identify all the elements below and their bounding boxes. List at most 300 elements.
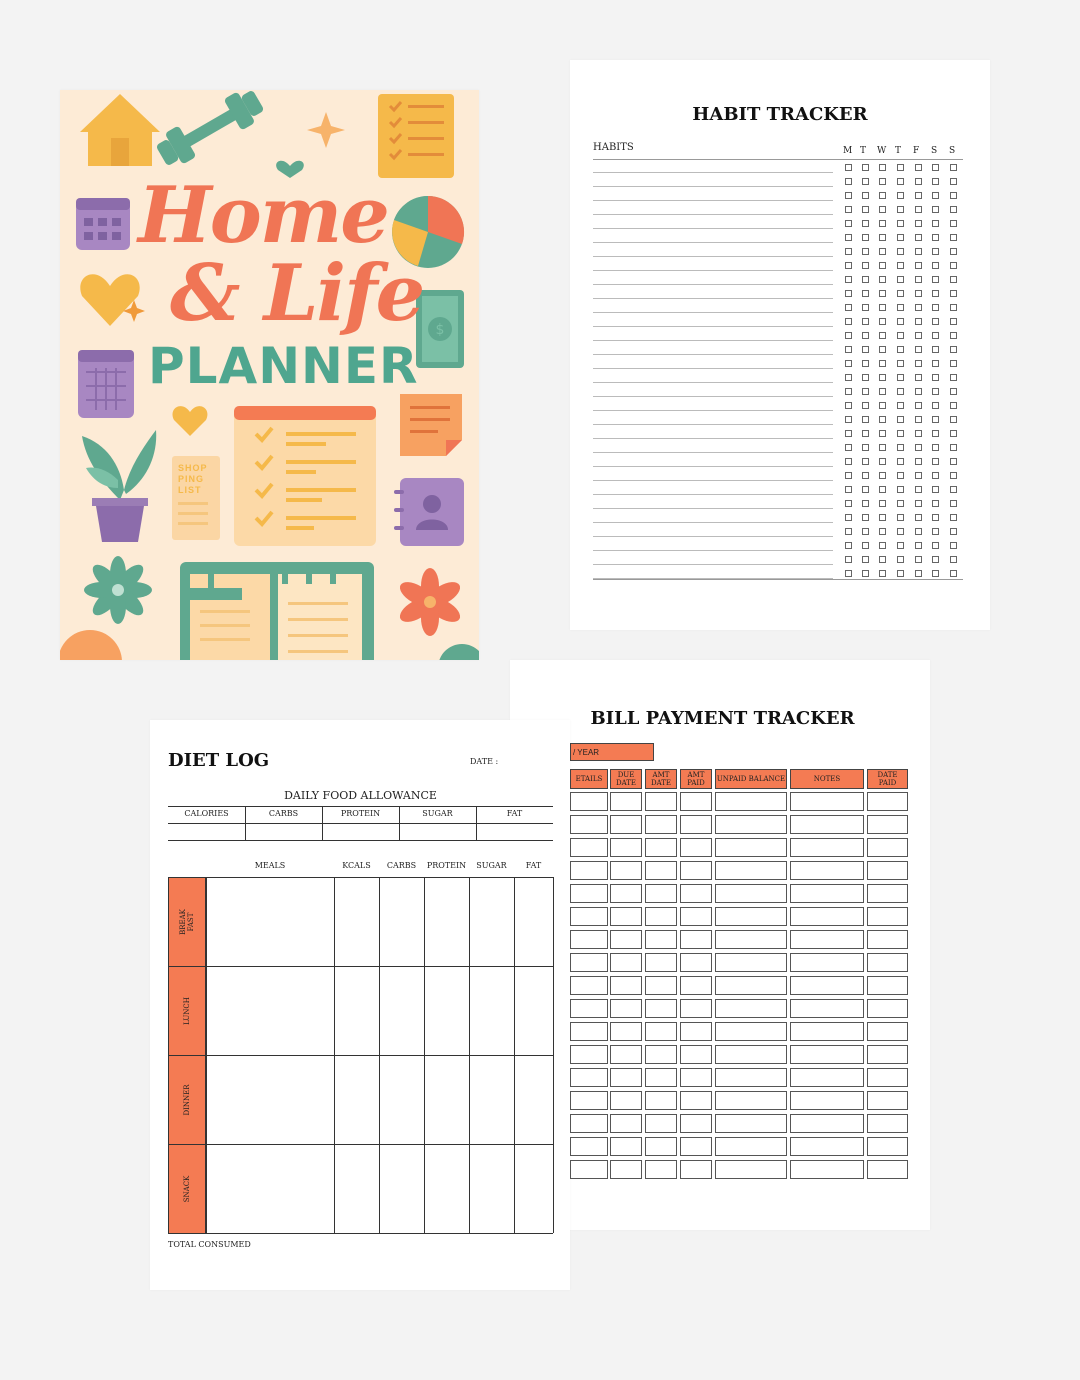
bill-cell[interactable] <box>867 861 908 880</box>
bill-cell[interactable] <box>790 953 864 972</box>
habit-checkbox[interactable] <box>862 360 869 367</box>
bill-cell[interactable] <box>570 1091 608 1110</box>
habit-checkbox[interactable] <box>862 388 869 395</box>
habit-checkbox[interactable] <box>862 374 869 381</box>
bill-cell[interactable] <box>867 815 908 834</box>
habit-checkbox[interactable] <box>915 360 922 367</box>
habit-checkbox[interactable] <box>950 262 957 269</box>
habit-checkbox[interactable] <box>950 290 957 297</box>
bill-cell[interactable] <box>680 815 712 834</box>
bill-cell[interactable] <box>790 861 864 880</box>
habit-checkbox[interactable] <box>932 178 939 185</box>
bill-cell[interactable] <box>715 815 787 834</box>
habit-checkbox[interactable] <box>897 402 904 409</box>
bill-cell[interactable] <box>680 1091 712 1110</box>
bill-cell[interactable] <box>570 907 608 926</box>
habit-checkbox[interactable] <box>862 458 869 465</box>
bill-cell[interactable] <box>610 861 642 880</box>
bill-cell[interactable] <box>645 1114 677 1133</box>
habit-checkbox[interactable] <box>932 402 939 409</box>
habit-checkbox[interactable] <box>915 528 922 535</box>
habit-checkbox[interactable] <box>845 388 852 395</box>
habit-checkbox[interactable] <box>897 388 904 395</box>
habit-checkbox[interactable] <box>950 416 957 423</box>
habit-checkbox[interactable] <box>862 332 869 339</box>
habit-checkbox[interactable] <box>862 542 869 549</box>
habit-checkbox[interactable] <box>932 318 939 325</box>
habit-checkbox[interactable] <box>950 430 957 437</box>
habit-checkbox[interactable] <box>879 206 886 213</box>
habit-checkbox[interactable] <box>879 360 886 367</box>
habit-checkbox[interactable] <box>862 570 869 577</box>
bill-cell[interactable] <box>867 884 908 903</box>
habit-checkbox[interactable] <box>845 458 852 465</box>
habit-checkbox[interactable] <box>845 332 852 339</box>
habit-checkbox[interactable] <box>879 416 886 423</box>
bill-cell[interactable] <box>570 838 608 857</box>
bill-cell[interactable] <box>867 930 908 949</box>
habit-checkbox[interactable] <box>950 500 957 507</box>
habit-checkbox[interactable] <box>879 290 886 297</box>
habit-checkbox[interactable] <box>897 570 904 577</box>
bill-cell[interactable] <box>645 1045 677 1064</box>
habit-checkbox[interactable] <box>845 402 852 409</box>
bill-cell[interactable] <box>610 953 642 972</box>
habit-checkbox[interactable] <box>879 402 886 409</box>
habit-checkbox[interactable] <box>950 234 957 241</box>
bill-cell[interactable] <box>570 953 608 972</box>
habit-checkbox[interactable] <box>879 444 886 451</box>
bill-cell[interactable] <box>680 1068 712 1087</box>
habit-checkbox[interactable] <box>897 528 904 535</box>
habit-checkbox[interactable] <box>950 472 957 479</box>
habit-checkbox[interactable] <box>897 276 904 283</box>
bill-cell[interactable] <box>680 930 712 949</box>
habit-row-line[interactable] <box>593 242 833 243</box>
habit-checkbox[interactable] <box>897 374 904 381</box>
bill-cell[interactable] <box>715 1137 787 1156</box>
habit-row-line[interactable] <box>593 410 833 411</box>
habit-checkbox[interactable] <box>950 346 957 353</box>
habit-checkbox[interactable] <box>862 178 869 185</box>
bill-cell[interactable] <box>570 1160 608 1179</box>
habit-checkbox[interactable] <box>950 444 957 451</box>
habit-row-line[interactable] <box>593 424 833 425</box>
habit-checkbox[interactable] <box>915 164 922 171</box>
allowance-value-field[interactable] <box>399 824 476 839</box>
allowance-value-field[interactable] <box>476 824 553 839</box>
habit-checkbox[interactable] <box>862 430 869 437</box>
habit-checkbox[interactable] <box>932 290 939 297</box>
habit-checkbox[interactable] <box>845 542 852 549</box>
habit-checkbox[interactable] <box>879 570 886 577</box>
habit-checkbox[interactable] <box>932 262 939 269</box>
habit-row-line[interactable] <box>593 340 833 341</box>
habit-row-line[interactable] <box>593 354 833 355</box>
bill-cell[interactable] <box>610 838 642 857</box>
bill-cell[interactable] <box>715 976 787 995</box>
habit-checkbox[interactable] <box>845 290 852 297</box>
habit-checkbox[interactable] <box>950 248 957 255</box>
habit-checkbox[interactable] <box>915 388 922 395</box>
habit-row-line[interactable] <box>593 326 833 327</box>
bill-cell[interactable] <box>867 999 908 1018</box>
habit-checkbox[interactable] <box>915 248 922 255</box>
habit-checkbox[interactable] <box>897 248 904 255</box>
habit-checkbox[interactable] <box>879 304 886 311</box>
habit-checkbox[interactable] <box>932 206 939 213</box>
habit-checkbox[interactable] <box>932 164 939 171</box>
bill-cell[interactable] <box>867 838 908 857</box>
month-year-field[interactable]: / YEAR <box>570 743 654 761</box>
habit-checkbox[interactable] <box>915 570 922 577</box>
habit-checkbox[interactable] <box>932 192 939 199</box>
bill-cell[interactable] <box>570 976 608 995</box>
habit-checkbox[interactable] <box>897 206 904 213</box>
habit-checkbox[interactable] <box>862 164 869 171</box>
habit-checkbox[interactable] <box>915 178 922 185</box>
bill-cell[interactable] <box>610 1068 642 1087</box>
bill-cell[interactable] <box>610 1137 642 1156</box>
bill-cell[interactable] <box>610 930 642 949</box>
habit-checkbox[interactable] <box>862 318 869 325</box>
bill-cell[interactable] <box>645 976 677 995</box>
bill-cell[interactable] <box>570 1068 608 1087</box>
bill-cell[interactable] <box>790 1068 864 1087</box>
habit-checkbox[interactable] <box>879 332 886 339</box>
bill-cell[interactable] <box>715 861 787 880</box>
habit-checkbox[interactable] <box>845 248 852 255</box>
habit-checkbox[interactable] <box>950 458 957 465</box>
habit-checkbox[interactable] <box>897 542 904 549</box>
habit-row-line[interactable] <box>593 508 833 509</box>
habit-checkbox[interactable] <box>950 570 957 577</box>
bill-cell[interactable] <box>610 1114 642 1133</box>
habit-checkbox[interactable] <box>879 542 886 549</box>
bill-cell[interactable] <box>715 907 787 926</box>
habit-checkbox[interactable] <box>879 486 886 493</box>
habit-checkbox[interactable] <box>879 472 886 479</box>
habit-checkbox[interactable] <box>950 556 957 563</box>
bill-cell[interactable] <box>715 1068 787 1087</box>
habit-checkbox[interactable] <box>915 444 922 451</box>
bill-cell[interactable] <box>645 999 677 1018</box>
habit-row-line[interactable] <box>593 452 833 453</box>
habit-checkbox[interactable] <box>932 276 939 283</box>
bill-cell[interactable] <box>610 792 642 811</box>
bill-cell[interactable] <box>645 907 677 926</box>
bill-cell[interactable] <box>867 1091 908 1110</box>
habit-checkbox[interactable] <box>915 542 922 549</box>
habit-checkbox[interactable] <box>862 276 869 283</box>
habit-row-line[interactable] <box>593 564 833 565</box>
habit-checkbox[interactable] <box>897 178 904 185</box>
habit-checkbox[interactable] <box>950 276 957 283</box>
habit-checkbox[interactable] <box>845 178 852 185</box>
bill-cell[interactable] <box>610 1160 642 1179</box>
bill-cell[interactable] <box>715 1091 787 1110</box>
habit-checkbox[interactable] <box>897 514 904 521</box>
bill-cell[interactable] <box>790 884 864 903</box>
habit-row-line[interactable] <box>593 312 833 313</box>
bill-cell[interactable] <box>570 792 608 811</box>
habit-checkbox[interactable] <box>862 402 869 409</box>
bill-cell[interactable] <box>867 1137 908 1156</box>
bill-cell[interactable] <box>867 976 908 995</box>
habit-checkbox[interactable] <box>915 374 922 381</box>
habit-checkbox[interactable] <box>845 500 852 507</box>
habit-checkbox[interactable] <box>879 388 886 395</box>
habit-checkbox[interactable] <box>932 542 939 549</box>
bill-cell[interactable] <box>680 1137 712 1156</box>
habit-checkbox[interactable] <box>879 262 886 269</box>
habit-checkbox[interactable] <box>932 220 939 227</box>
bill-cell[interactable] <box>680 999 712 1018</box>
habit-checkbox[interactable] <box>932 514 939 521</box>
habit-checkbox[interactable] <box>879 248 886 255</box>
bill-cell[interactable] <box>645 861 677 880</box>
habit-checkbox[interactable] <box>845 472 852 479</box>
bill-cell[interactable] <box>610 815 642 834</box>
habit-checkbox[interactable] <box>845 164 852 171</box>
bill-cell[interactable] <box>680 1022 712 1041</box>
bill-cell[interactable] <box>715 792 787 811</box>
habit-checkbox[interactable] <box>915 192 922 199</box>
habit-checkbox[interactable] <box>862 556 869 563</box>
habit-checkbox[interactable] <box>915 220 922 227</box>
bill-cell[interactable] <box>570 1022 608 1041</box>
habit-checkbox[interactable] <box>862 304 869 311</box>
bill-cell[interactable] <box>790 930 864 949</box>
bill-cell[interactable] <box>610 1045 642 1064</box>
habit-checkbox[interactable] <box>915 402 922 409</box>
habit-checkbox[interactable] <box>862 248 869 255</box>
habit-checkbox[interactable] <box>845 192 852 199</box>
habit-checkbox[interactable] <box>915 290 922 297</box>
bill-cell[interactable] <box>645 838 677 857</box>
habit-checkbox[interactable] <box>932 500 939 507</box>
bill-cell[interactable] <box>680 907 712 926</box>
bill-cell[interactable] <box>867 1160 908 1179</box>
habit-checkbox[interactable] <box>845 556 852 563</box>
bill-cell[interactable] <box>867 953 908 972</box>
habit-checkbox[interactable] <box>897 220 904 227</box>
habit-checkbox[interactable] <box>862 486 869 493</box>
habit-checkbox[interactable] <box>950 514 957 521</box>
bill-cell[interactable] <box>790 815 864 834</box>
bill-cell[interactable] <box>790 838 864 857</box>
habit-checkbox[interactable] <box>845 444 852 451</box>
habit-checkbox[interactable] <box>845 206 852 213</box>
bill-cell[interactable] <box>680 953 712 972</box>
bill-cell[interactable] <box>790 1022 864 1041</box>
bill-cell[interactable] <box>570 884 608 903</box>
bill-cell[interactable] <box>790 792 864 811</box>
bill-cell[interactable] <box>790 1160 864 1179</box>
habit-checkbox[interactable] <box>915 556 922 563</box>
bill-cell[interactable] <box>715 1160 787 1179</box>
meal-entry-field[interactable] <box>207 1146 333 1231</box>
habit-row-line[interactable] <box>593 200 833 201</box>
habit-checkbox[interactable] <box>845 262 852 269</box>
habit-checkbox[interactable] <box>932 416 939 423</box>
habit-checkbox[interactable] <box>897 332 904 339</box>
habit-checkbox[interactable] <box>845 570 852 577</box>
allowance-value-field[interactable] <box>168 824 245 839</box>
habit-checkbox[interactable] <box>897 486 904 493</box>
habit-checkbox[interactable] <box>879 346 886 353</box>
habit-checkbox[interactable] <box>897 444 904 451</box>
habit-checkbox[interactable] <box>915 318 922 325</box>
habit-row-line[interactable] <box>593 494 833 495</box>
bill-cell[interactable] <box>645 1091 677 1110</box>
habit-row-line[interactable] <box>593 396 833 397</box>
habit-checkbox[interactable] <box>897 164 904 171</box>
habit-checkbox[interactable] <box>950 178 957 185</box>
habit-checkbox[interactable] <box>950 360 957 367</box>
habit-row-line[interactable] <box>593 214 833 215</box>
bill-cell[interactable] <box>610 884 642 903</box>
habit-checkbox[interactable] <box>915 304 922 311</box>
bill-cell[interactable] <box>715 1022 787 1041</box>
habit-checkbox[interactable] <box>915 500 922 507</box>
habit-checkbox[interactable] <box>845 430 852 437</box>
bill-cell[interactable] <box>645 953 677 972</box>
bill-cell[interactable] <box>790 1091 864 1110</box>
bill-cell[interactable] <box>715 953 787 972</box>
bill-cell[interactable] <box>645 1137 677 1156</box>
bill-cell[interactable] <box>570 1137 608 1156</box>
habit-checkbox[interactable] <box>879 178 886 185</box>
habit-checkbox[interactable] <box>950 528 957 535</box>
habit-row-line[interactable] <box>593 536 833 537</box>
habit-row-line[interactable] <box>593 382 833 383</box>
habit-checkbox[interactable] <box>879 318 886 325</box>
habit-checkbox[interactable] <box>932 304 939 311</box>
habit-checkbox[interactable] <box>932 472 939 479</box>
habit-checkbox[interactable] <box>932 570 939 577</box>
habit-checkbox[interactable] <box>950 220 957 227</box>
habit-checkbox[interactable] <box>950 374 957 381</box>
bill-cell[interactable] <box>570 815 608 834</box>
habit-checkbox[interactable] <box>932 388 939 395</box>
bill-cell[interactable] <box>790 976 864 995</box>
habit-checkbox[interactable] <box>897 346 904 353</box>
habit-checkbox[interactable] <box>862 290 869 297</box>
habit-checkbox[interactable] <box>862 192 869 199</box>
bill-cell[interactable] <box>680 838 712 857</box>
habit-checkbox[interactable] <box>950 542 957 549</box>
bill-cell[interactable] <box>867 792 908 811</box>
habit-row-line[interactable] <box>593 256 833 257</box>
habit-checkbox[interactable] <box>897 262 904 269</box>
bill-cell[interactable] <box>715 1114 787 1133</box>
habit-checkbox[interactable] <box>845 374 852 381</box>
habit-row-line[interactable] <box>593 550 833 551</box>
bill-cell[interactable] <box>715 838 787 857</box>
bill-cell[interactable] <box>610 999 642 1018</box>
habit-checkbox[interactable] <box>915 332 922 339</box>
habit-checkbox[interactable] <box>950 304 957 311</box>
habit-checkbox[interactable] <box>879 458 886 465</box>
bill-cell[interactable] <box>867 1068 908 1087</box>
habit-row-line[interactable] <box>593 270 833 271</box>
bill-cell[interactable] <box>867 1022 908 1041</box>
bill-cell[interactable] <box>645 1068 677 1087</box>
habit-checkbox[interactable] <box>932 248 939 255</box>
bill-cell[interactable] <box>790 1137 864 1156</box>
bill-cell[interactable] <box>867 1114 908 1133</box>
bill-cell[interactable] <box>680 1160 712 1179</box>
meal-entry-field[interactable] <box>207 879 333 964</box>
habit-checkbox[interactable] <box>915 262 922 269</box>
habit-checkbox[interactable] <box>879 220 886 227</box>
habit-row-line[interactable] <box>593 284 833 285</box>
habit-checkbox[interactable] <box>932 556 939 563</box>
bill-cell[interactable] <box>680 1045 712 1064</box>
bill-cell[interactable] <box>570 861 608 880</box>
habit-checkbox[interactable] <box>932 332 939 339</box>
habit-checkbox[interactable] <box>950 192 957 199</box>
habit-checkbox[interactable] <box>932 430 939 437</box>
habit-checkbox[interactable] <box>950 318 957 325</box>
habit-checkbox[interactable] <box>897 556 904 563</box>
bill-cell[interactable] <box>645 792 677 811</box>
bill-cell[interactable] <box>680 861 712 880</box>
habit-checkbox[interactable] <box>915 234 922 241</box>
habit-checkbox[interactable] <box>915 486 922 493</box>
habit-checkbox[interactable] <box>862 220 869 227</box>
habit-checkbox[interactable] <box>879 374 886 381</box>
bill-cell[interactable] <box>645 884 677 903</box>
bill-cell[interactable] <box>715 999 787 1018</box>
habit-checkbox[interactable] <box>932 360 939 367</box>
habit-checkbox[interactable] <box>897 304 904 311</box>
habit-checkbox[interactable] <box>879 500 886 507</box>
bill-cell[interactable] <box>610 1091 642 1110</box>
habit-checkbox[interactable] <box>950 332 957 339</box>
habit-checkbox[interactable] <box>879 528 886 535</box>
bill-cell[interactable] <box>570 999 608 1018</box>
habit-checkbox[interactable] <box>897 416 904 423</box>
habit-checkbox[interactable] <box>879 276 886 283</box>
habit-checkbox[interactable] <box>862 416 869 423</box>
bill-cell[interactable] <box>680 976 712 995</box>
habit-checkbox[interactable] <box>862 528 869 535</box>
habit-checkbox[interactable] <box>950 388 957 395</box>
habit-checkbox[interactable] <box>915 430 922 437</box>
habit-checkbox[interactable] <box>950 486 957 493</box>
habit-checkbox[interactable] <box>932 486 939 493</box>
habit-row-line[interactable] <box>593 438 833 439</box>
habit-row-line[interactable] <box>593 228 833 229</box>
bill-cell[interactable] <box>680 1114 712 1133</box>
bill-cell[interactable] <box>645 1022 677 1041</box>
bill-cell[interactable] <box>715 1045 787 1064</box>
habit-checkbox[interactable] <box>897 472 904 479</box>
habit-checkbox[interactable] <box>932 346 939 353</box>
bill-cell[interactable] <box>867 907 908 926</box>
habit-checkbox[interactable] <box>845 486 852 493</box>
habit-checkbox[interactable] <box>879 430 886 437</box>
bill-cell[interactable] <box>715 884 787 903</box>
habit-checkbox[interactable] <box>950 164 957 171</box>
habit-checkbox[interactable] <box>879 164 886 171</box>
habit-row-line[interactable] <box>593 480 833 481</box>
habit-checkbox[interactable] <box>862 444 869 451</box>
habit-checkbox[interactable] <box>915 458 922 465</box>
bill-cell[interactable] <box>610 1022 642 1041</box>
